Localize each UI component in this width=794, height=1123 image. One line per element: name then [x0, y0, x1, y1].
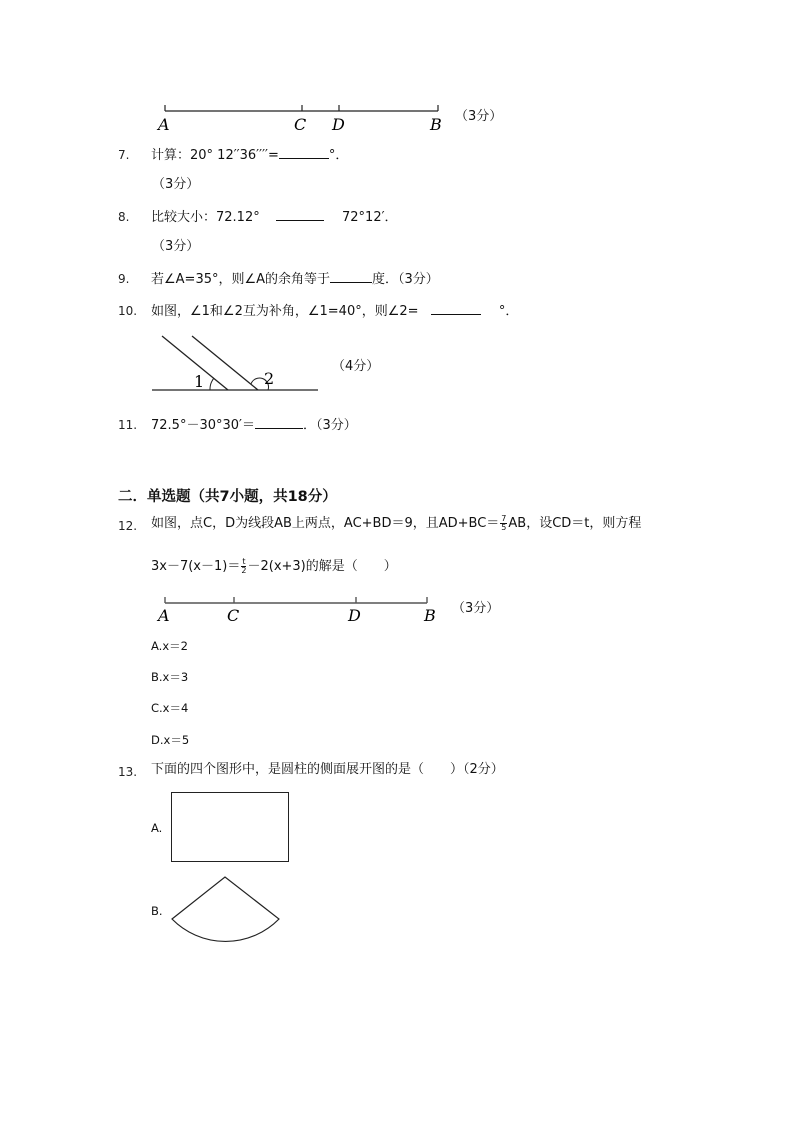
- q12-figure: [150, 590, 450, 626]
- q8-prefix: 比较大小：72.12°: [151, 210, 260, 225]
- q9-suffix: 度．（3分）: [372, 272, 439, 287]
- q8-suffix: 72°12′．: [342, 210, 398, 225]
- point-c-label-2: C: [227, 606, 240, 625]
- q11-suffix: ．（3分）: [302, 418, 357, 433]
- point-b-label-2: B: [424, 606, 436, 625]
- q11-prefix: 72.5°－30°30′＝: [151, 418, 255, 433]
- q7-answer-blank[interactable]: [279, 146, 329, 159]
- point-c-label: C: [294, 115, 307, 134]
- q10-figure: [148, 332, 323, 396]
- annular-sector-shape: [168, 872, 284, 948]
- q9-number: 9.: [118, 272, 130, 286]
- q12-line1-b: AB，设CD＝t，则方程: [508, 516, 642, 531]
- q13-option-a-label[interactable]: A.: [151, 821, 163, 835]
- q11-answer-blank[interactable]: [255, 416, 303, 429]
- point-a-label-2: A: [158, 606, 170, 625]
- q12-fraction-t-2: $\frac{t}{2}$: [241, 557, 247, 575]
- q7-score: （3分）: [152, 177, 200, 192]
- q13-number: 13.: [118, 765, 138, 779]
- q8-number: 8.: [118, 210, 130, 224]
- q12-option-b[interactable]: B.x＝3: [151, 670, 189, 684]
- q13-option-b-figure[interactable]: [168, 872, 284, 948]
- angle-2-label: 2: [264, 369, 275, 388]
- q11-text: [151, 416, 357, 434]
- q12-fraction-7-5: $\frac{7}{5}$: [501, 514, 507, 532]
- q10-answer-blank[interactable]: [431, 302, 481, 315]
- q6-figure: [150, 98, 450, 136]
- q8-text: [151, 208, 398, 226]
- q10-score: （4分）: [332, 359, 380, 374]
- angle-1-label: 1: [194, 372, 205, 391]
- q10-prefix: 如图，∠1和∠2互为补角，∠1=40°，则∠2=: [151, 304, 419, 319]
- q12-line2-a: 3x－7(x－1)＝: [151, 559, 241, 574]
- q10-number: 10.: [118, 304, 138, 318]
- supplementary-angles-diagram: [148, 332, 323, 396]
- point-d-label-2: D: [348, 606, 361, 625]
- q13-option-a-figure[interactable]: [171, 792, 289, 862]
- q13-text: 下面的四个图形中，是圆柱的侧面展开图的是（ ）（2分）: [151, 762, 504, 777]
- q12-option-c[interactable]: C.x＝4: [151, 701, 189, 715]
- q11-number: 11.: [118, 418, 138, 432]
- q12-line2: [151, 558, 397, 575]
- q7-suffix: °．: [328, 148, 349, 163]
- q6-score: （3分）: [455, 109, 503, 124]
- q12-score: （3分）: [452, 601, 500, 616]
- q12-line2-b: －2(x+3)的解是（ ）: [247, 559, 397, 574]
- q7-prefix: 计算：20° 12′′36′′′′=: [151, 148, 279, 163]
- q7-number: 7.: [118, 148, 130, 162]
- q8-answer-blank[interactable]: [276, 208, 324, 221]
- q9-answer-blank[interactable]: [330, 270, 372, 283]
- point-a-label: A: [158, 115, 170, 134]
- q12-option-a[interactable]: A.x＝2: [151, 639, 188, 653]
- q12-option-d[interactable]: D.x＝5: [151, 733, 190, 747]
- q8-score: （3分）: [152, 239, 200, 254]
- point-b-label: B: [430, 115, 442, 134]
- q12-line1: [151, 515, 641, 532]
- section-heading: 二．单选题（共7小题，共18分）: [118, 489, 337, 505]
- q7-text: [151, 146, 348, 164]
- q13-option-b-label[interactable]: B.: [151, 904, 163, 918]
- q9-prefix: 若∠A=35°，则∠A的余角等于: [151, 272, 331, 287]
- segment-diagram: [150, 98, 450, 136]
- q12-line1-a: 如图，点C，D为线段AB上两点，AC+BD＝9，且AD+BC＝: [151, 516, 500, 531]
- q9-text: [151, 270, 439, 288]
- q12-number: 12.: [118, 519, 138, 533]
- point-d-label: D: [332, 115, 345, 134]
- segment-diagram-2: [150, 590, 450, 626]
- q10-text: [151, 302, 518, 320]
- q10-suffix: °．: [498, 304, 519, 319]
